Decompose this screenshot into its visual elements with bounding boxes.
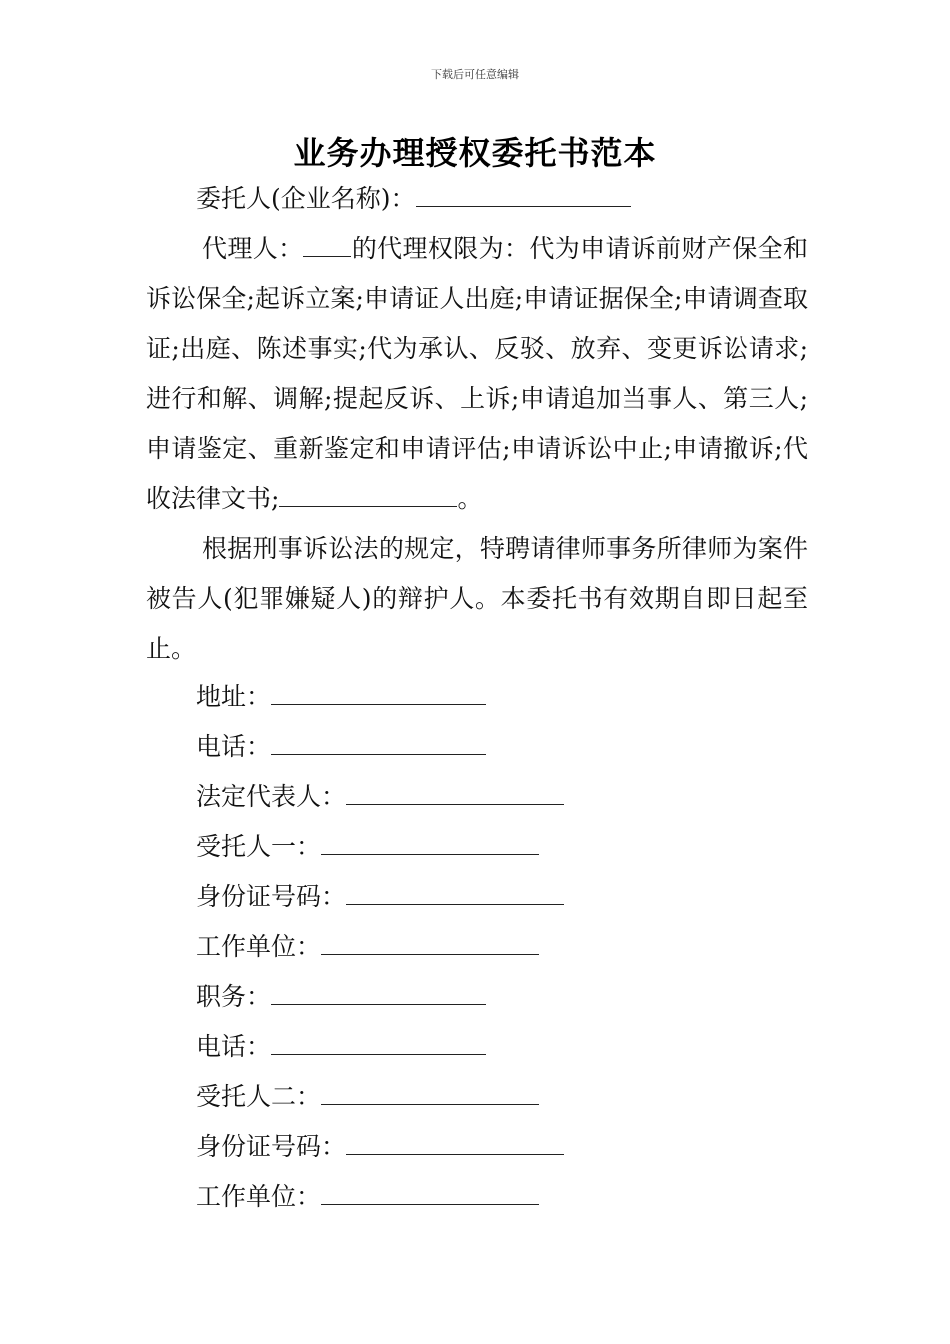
agent-scope: 的代理权限为：代为申请诉前财产保全和诉讼保全;起诉立案;申请证人出庭;申请证据保全;申请调查取证;出庭、陈述事实;代为承认、反驳、放弃、变更诉讼请求;进行和解、调解;提起反诉、上诉;申请追加当事人、第三人;申请鉴定、重新鉴定和申请评估;申请诉讼中止;申请撤诉;代收法律文书;: [146, 234, 808, 513]
field-blank: [321, 832, 539, 855]
field-label: 地址：: [196, 682, 272, 711]
field-phone-2: [196, 1032, 486, 1062]
principal-line: [196, 184, 631, 214]
field-employer-1: [196, 932, 539, 962]
field-trustee-1: [196, 832, 539, 862]
field-blank: [346, 882, 564, 905]
statement-paragraph: 根据刑事诉讼法的规定，特聘请律师事务所律师为案件被告人(犯罪嫌疑人)的辩护人。本委托书有效期自即日起至止。: [146, 534, 808, 663]
field-label: 工作单位：: [196, 1182, 322, 1211]
field-label: 电话：: [196, 732, 272, 761]
field-legal-rep: [196, 782, 564, 812]
field-phone: [196, 732, 486, 762]
field-label: 受托人一：: [196, 832, 322, 861]
field-position: [196, 982, 486, 1012]
field-id-number-1: [196, 882, 564, 912]
field-label: 工作单位：: [196, 932, 322, 961]
field-label: 职务：: [196, 982, 272, 1011]
agent-paragraph: [146, 224, 808, 524]
field-employer-2: [196, 1182, 539, 1212]
field-id-number-2: [196, 1132, 564, 1162]
field-blank: [321, 1182, 539, 1205]
field-trustee-2: [196, 1082, 539, 1112]
field-blank: [271, 982, 486, 1005]
principal-blank: [416, 184, 631, 207]
field-label: 电话：: [196, 1032, 272, 1061]
field-blank: [346, 782, 564, 805]
agent-blank: [303, 234, 351, 257]
agent-scope-blank: [279, 484, 457, 507]
field-label: 受托人二：: [196, 1082, 322, 1111]
field-blank: [321, 1082, 539, 1105]
field-label: 法定代表人：: [196, 782, 347, 811]
field-address: [196, 682, 486, 712]
field-label: 身份证号码：: [196, 882, 347, 911]
field-blank: [346, 1132, 564, 1155]
document-title: 业务办理授权委托书范本: [293, 134, 657, 172]
field-blank: [271, 682, 486, 705]
agent-prefix: 代理人：: [202, 234, 304, 263]
header-note: 下载后可任意编辑: [431, 68, 519, 81]
agent-end: 。: [457, 484, 483, 513]
field-blank: [271, 1032, 486, 1055]
field-label: 身份证号码：: [196, 1132, 347, 1161]
field-blank: [321, 932, 539, 955]
field-blank: [271, 732, 486, 755]
principal-label: 委托人(企业名称)：: [196, 184, 416, 213]
